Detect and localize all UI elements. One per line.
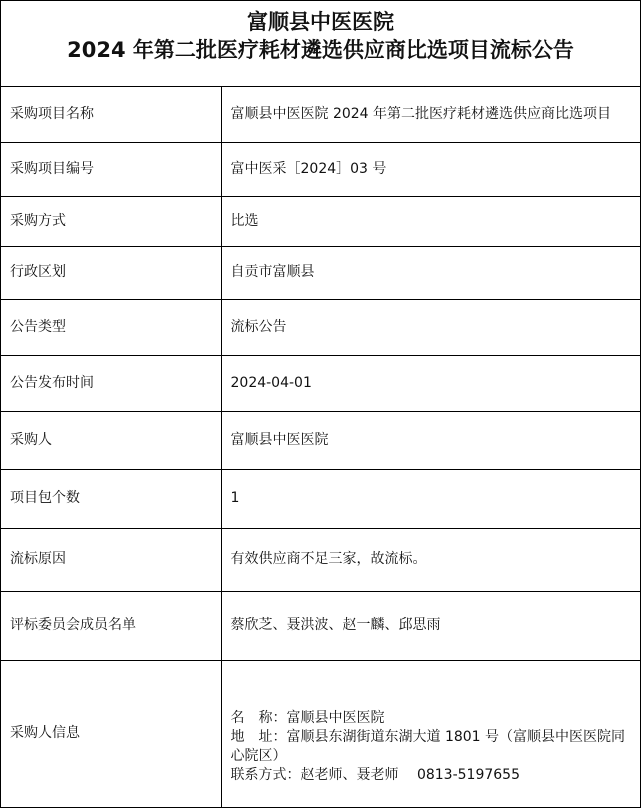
title-hospital-name: 富顺县中医医院	[247, 10, 394, 34]
row-label: 采购项目名称	[1, 87, 221, 142]
row-label: 采购项目编号	[1, 142, 221, 196]
row-label: 流标原因	[1, 528, 221, 591]
row-value: 富中医采［2024］03 号	[221, 142, 640, 196]
announcement-title	[1, 1, 640, 87]
table-row-failure-reason	[1, 528, 640, 591]
table-row-purchaser	[1, 411, 640, 469]
table-row-region	[1, 246, 640, 299]
purchaser-contact-line: 联系方式：赵老师、聂老师 0813-5197655	[230, 766, 520, 783]
row-value: 1	[221, 469, 640, 528]
row-label: 公告发布时间	[1, 355, 221, 411]
table-row-committee-members	[1, 591, 640, 660]
purchaser-name-line: 名 称：富顺县中医医院	[230, 709, 385, 726]
purchaser-info-cell	[221, 660, 640, 807]
title-announcement-name: 2024 年第二批医疗耗材遴选供应商比选项目流标公告	[67, 38, 574, 62]
row-value: 自贡市富顺县	[221, 246, 640, 299]
table-row-project-name	[1, 87, 640, 142]
table-row-project-number	[1, 142, 640, 196]
row-label: 采购人	[1, 411, 221, 469]
row-value: 比选	[221, 196, 640, 246]
row-label: 项目包个数	[1, 469, 221, 528]
announcement-table	[1, 87, 640, 807]
row-value: 有效供应商不足三家，故流标。	[221, 528, 640, 591]
row-value: 富顺县中医医院	[221, 411, 640, 469]
purchaser-address-line: 地 址：富顺县东湖街道东湖大道 1801 号（富顺县中医医院同心院区）	[230, 728, 626, 764]
row-label: 行政区划	[1, 246, 221, 299]
row-value: 流标公告	[221, 299, 640, 355]
row-label: 评标委员会成员名单	[1, 591, 221, 660]
row-value: 富顺县中医医院 2024 年第二批医疗耗材遴选供应商比选项目	[221, 87, 640, 142]
row-label: 采购方式	[1, 196, 221, 246]
row-value: 2024-04-01	[221, 355, 640, 411]
table-row-purchaser-info	[1, 660, 640, 807]
table-row-procurement-method	[1, 196, 640, 246]
row-label: 采购人信息	[1, 660, 221, 807]
table-row-announcement-type	[1, 299, 640, 355]
row-label: 公告类型	[1, 299, 221, 355]
table-row-package-count	[1, 469, 640, 528]
row-value: 蔡欣芝、聂洪波、赵一麟、邱思雨	[221, 591, 640, 660]
table-row-publish-date	[1, 355, 640, 411]
